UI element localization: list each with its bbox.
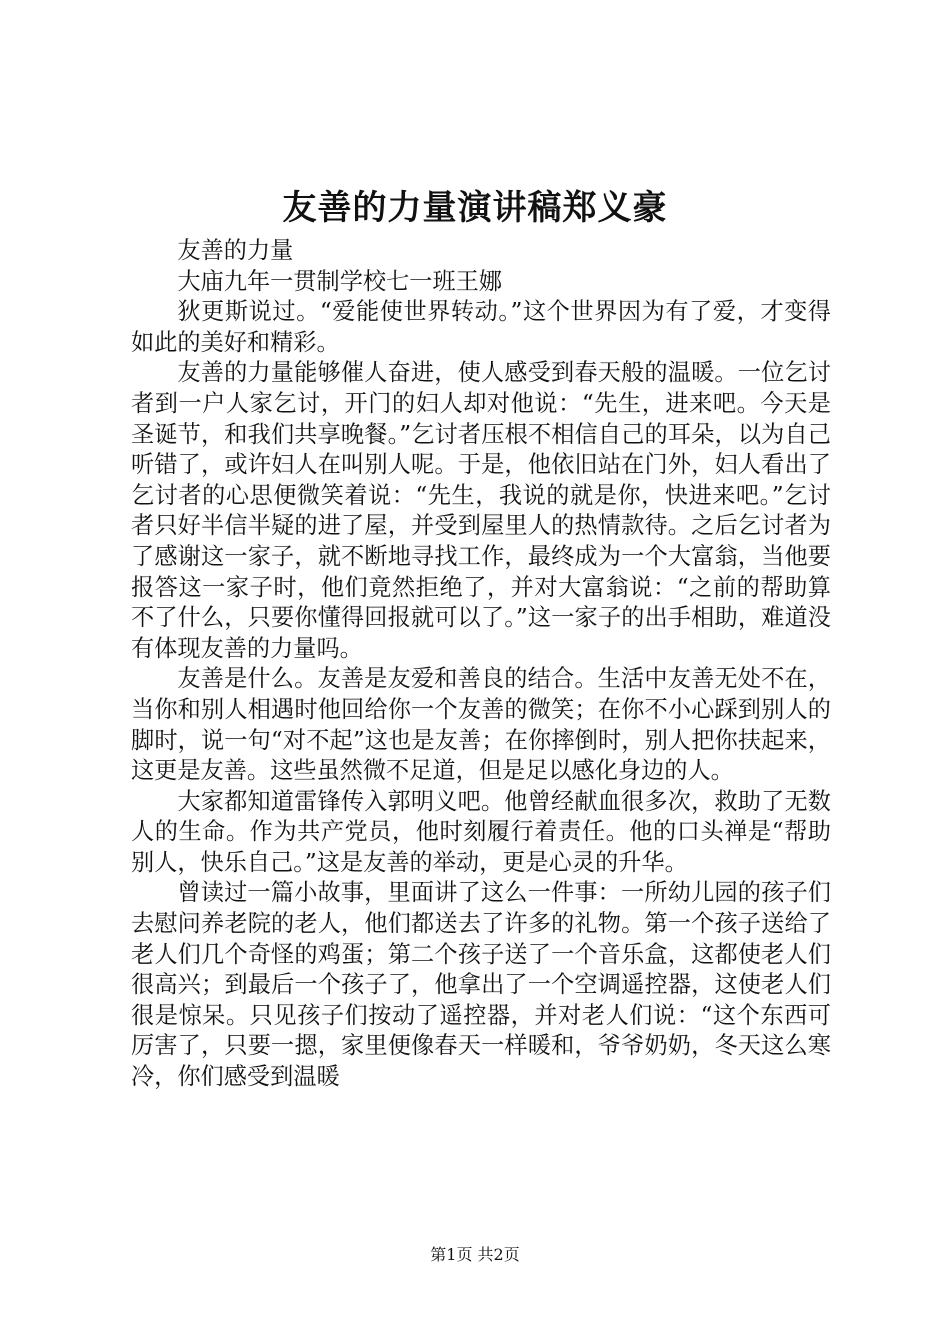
paragraph: 友善的力量能够催人奋进，使人感受到春天般的温暖。一位乞讨者到一户人家乞讨，开门的妇人却对他说：“先生，进来吧。今天是圣诞节，和我们共享晚餐。”乞讨者压根不相信自己的耳朵，以为自己听错了，或许妇人在叫别人呢。于是，他依旧站在门外，妇人看出了乞讨者的心思便微笑着说：“先生，我说的就是你，快进来吧。”乞讨者只好半信半疑的进了屋，并受到屋里人的热情款待。之后乞讨者为了感谢这一家子，就不断地寻找工作，最终成为一个大富翁，当他要报答这一家子时，他们竟然拒绝了，并对大富翁说：“之前的帮助算不了什么，只要你懂得回报就可以了。”这一家子的出手相助，难道没有体现友善的力量吗。 [131,359,831,662]
paragraph-subtitle: 友善的力量 [177,237,294,264]
document-title: 友善的力量演讲稿郑义豪 [282,188,668,228]
document-body [131,236,831,1093]
paragraph: 大家都知道雷锋传入郭明义吧。他曾经献血很多次，救助了无数人的生命。作为共产党员，他时刻履行着责任。他的口头禅是“帮助别人，快乐自己。”这是友善的举动，更是心灵的升华。 [131,787,831,876]
paragraph-author: 大庙九年一贯制学校七一班王娜 [177,267,503,295]
paragraph: 曾读过一篇小故事，里面讲了这么一件事：一所幼儿园的孩子们去慰问养老院的老人，他们都送去了许多的礼物。第一个孩子送给了老人们几个奇怪的鸡蛋；第二个孩子送了一个音乐盒，这都使老人们很高兴；到最后一个孩子了，他拿出了一个空调遥控器，这使老人们很是惊呆。只见孩子们按动了遥控器，并对老人们说：“这个东西可厉害了，只要一摁，家里便像春天一样暖和，爷爷奶奶，冬天这么寒冷，你们感受到温暖 [131,879,831,1091]
paragraph: 狄更斯说过。“爱能使世界转动。”这个世界因为有了爱，才变得如此的美好和精彩。 [131,298,831,356]
paragraph: 友善是什么。友善是友爱和善良的结合。生活中友善无处不在，当你和别人相遇时他回给你一个友善的微笑；在你不小心踩到别人的脚时，说一句“对不起”这也是友善；在你摔倒时，别人把你扶起来，这更是友善。这些虽然微不足道，但是足以感化身边的人。 [131,665,831,785]
page-footer: 第1页 共2页 [430,1245,520,1264]
